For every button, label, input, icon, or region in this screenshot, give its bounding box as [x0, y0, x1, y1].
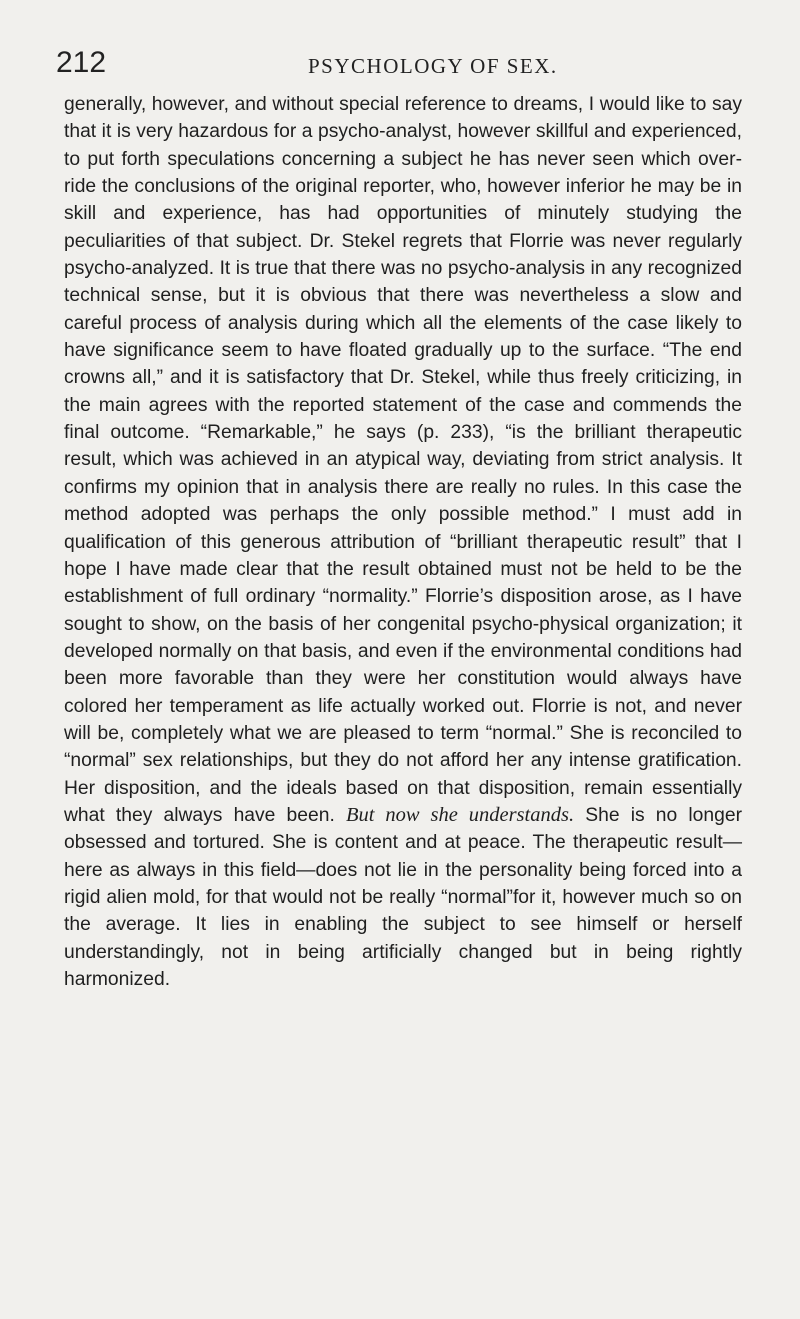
page-header: [56, 46, 742, 82]
running-head: PSYCHOLOGY OF SEX.: [308, 54, 558, 78]
body-text-after-italic: She is no longer obsessed and tortured. She is content and at peace. The therapeutic result—here as always in this field—does not lie in the personality being forced into a rigid alien mold, for that would not be really “normal”for it, however much so on the average. It lies in enabling the subject to see himself or herself understandingly, not in being artificially changed but in being rightly harmonized.: [64, 804, 742, 990]
italic-phrase: But now she understands.: [345, 803, 575, 826]
body-text-before-italic: generally, however, and without special reference to dreams, I would like to say that it is very hazardous for a psycho-analyst, however skillful and experienced, to put forth speculations concerning a subject he has never seen which over-ride the conclusions of the original reporter, who, however inferior he may be in skill and experience, has had opportunities of minutely studying the peculiarities of that subject. Dr. Stekel regrets that Florrie was never regularly psycho-analyzed. It is true that there was no psycho-analysis in any recognized technical sense, but it is obvious that there was nevertheless a slow and careful process of analysis during which all the elements of the case likely to have significance seem to have floated gradually up to the surface. “The end crowns all,” and it is satisfactory that Dr. Stekel, while thus freely criticizing, in the main agrees with the reported statement of the case and commends the final outcome. “Remarkable,” he says (p. 233), “is the brilliant therapeutic result, which was achieved in an atypical way, deviating from strict analysis. It confirms my opinion that in analysis there are really no rules. In this case the method adopted was perhaps the only possible method.” I must add in qualification of this generous attribution of “brilliant therapeutic result” that I hope I have made clear that the result obtained must not be held to be the establishment of full ordinary “normality.” Florrie’s disposition arose, as I have sought to show, on the basis of her congenital psycho-physical organization; it developed normally on that basis, and even if the environmental conditions had been more favorable than they were her constitution would always have colored her temperament as life actually worked out. Florrie is not, and never will be, completely what we are pleased to term “normal.” She is reconciled to “normal” sex relationships, but they do not afford her any intense gratification. Her disposition, and the ideals based on that disposition, remain essentially what they always have been.: [64, 94, 742, 826]
page-number: 212: [56, 46, 107, 79]
body-paragraph: [64, 91, 742, 993]
